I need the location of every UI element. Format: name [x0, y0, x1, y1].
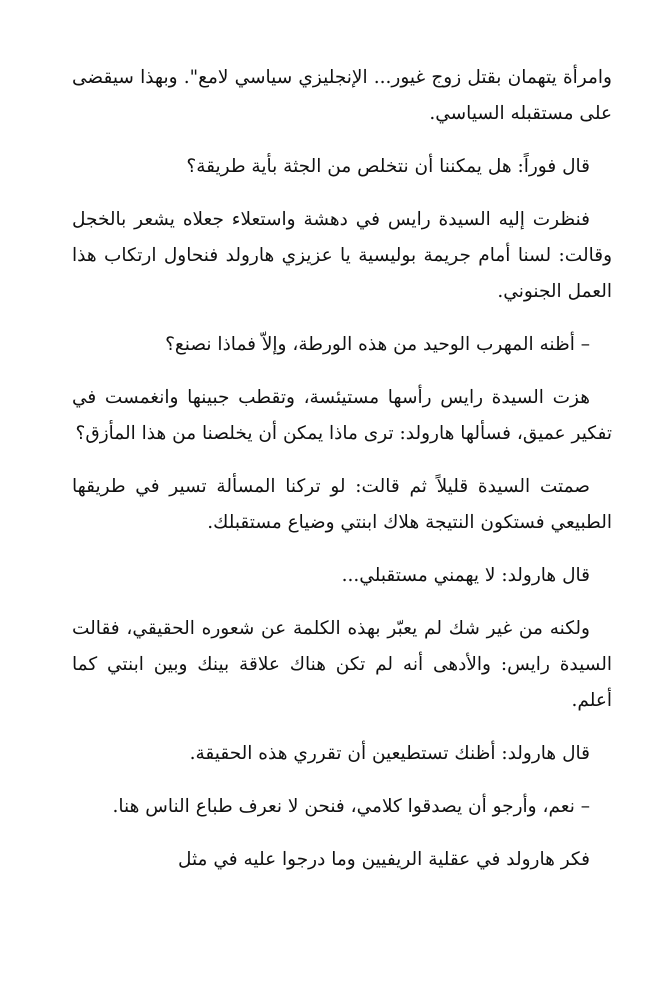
book-page	[72, 60, 612, 895]
paragraph: وامرأة يتهمان بقتل زوج غيور... الإنجليزي سياسي لامع". وبهذا سيقضى على مستقبله السياسي.	[72, 67, 612, 124]
paragraph: فكر هارولد في عقلية الريفيين وما درجوا عليه في مثل	[177, 849, 590, 870]
paragraph: صمتت السيدة قليلاً ثم قالت: لو تركنا المسألة تسير في طريقها الطبيعي فستكون النتيجة هلاك ابنتي وضياع مستقبلك.	[72, 476, 612, 533]
paragraph: قال هارولد: لا يهمني مستقبلي...	[341, 565, 590, 586]
paragraph: – نعم، وأرجو أن يصدقوا كلامي، فنحن لا نعرف طباع الناس هنا.	[112, 796, 590, 817]
paragraph: فنظرت إليه السيدة رايس في دهشة واستعلاء جعلاه يشعر بالخجل وقالت: لسنا أمام جريمة بوليسية يا عزيزي هارولد فنحاول ارتكاب هذا العمل الجنوني.	[72, 209, 612, 302]
paragraph: قال فوراً: هل يمكننا أن نتخلص من الجثة بأية طريقة؟	[186, 156, 590, 177]
paragraph: قال هارولد: أظنك تستطيعين أن تقرري هذه الحقيقة.	[189, 743, 590, 764]
paragraph: ولكنه من غير شك لم يعبّر بهذه الكلمة عن شعوره الحقيقي، فقالت السيدة رايس: والأدهى أنه لم تكن هناك علاقة بينك وبين ابنتي كما أعلم.	[72, 618, 612, 711]
paragraph: هزت السيدة رايس رأسها مستيئسة، وتقطب جبينها وانغمست في تفكير عميق، فسألها هارولد: ترى ماذا يمكن أن يخلصنا من هذا المأزق؟	[72, 387, 612, 444]
paragraph: – أظنه المهرب الوحيد من هذه الورطة، وإلاّ فماذا نصنع؟	[165, 334, 590, 355]
